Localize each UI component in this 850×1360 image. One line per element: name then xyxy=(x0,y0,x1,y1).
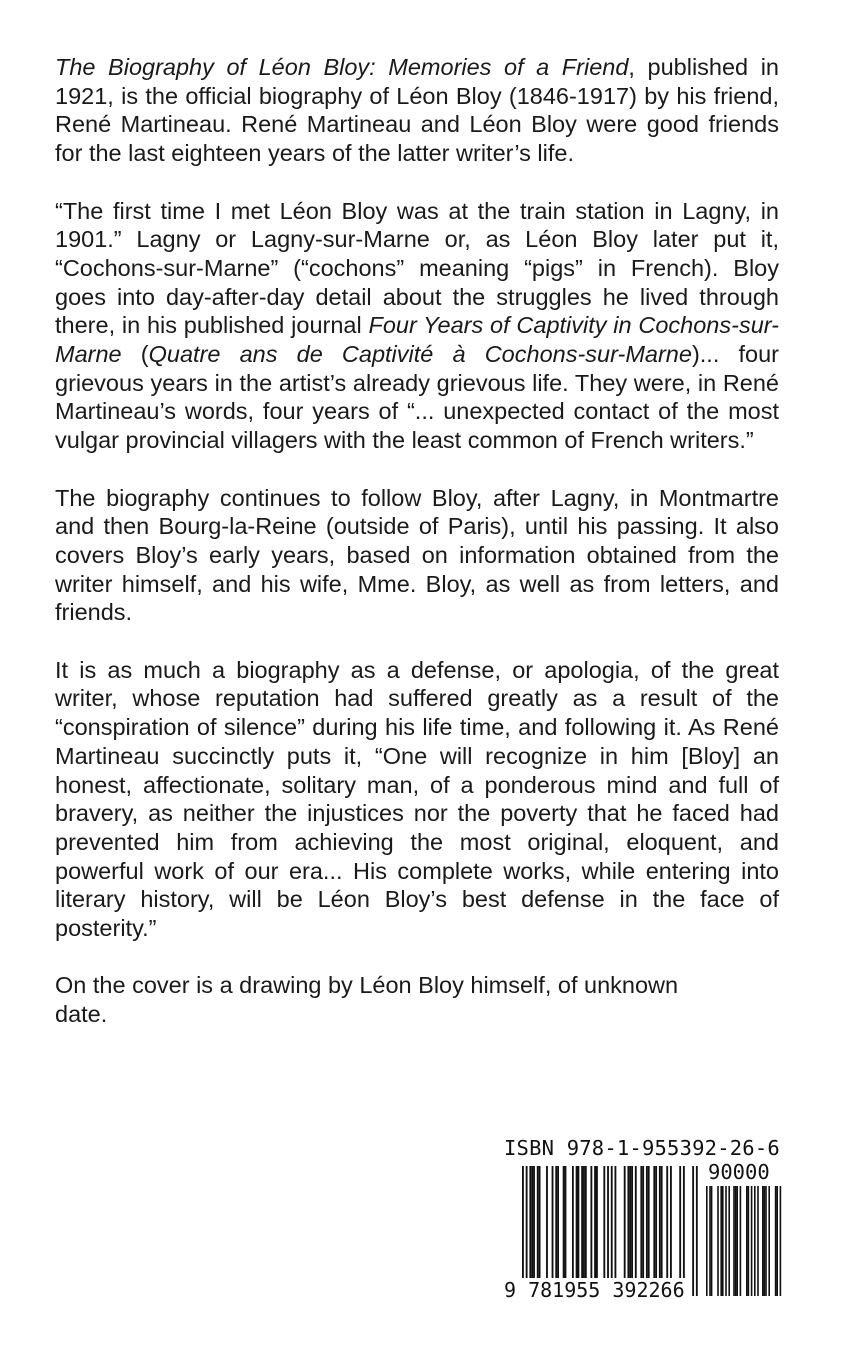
barcode-bar xyxy=(683,1166,685,1282)
barcode-bar xyxy=(642,1166,644,1282)
addon-bar xyxy=(735,1186,737,1296)
paragraph-defense: It is as much a biography as a defense, or apologia, of the great writer, whose reputation had suffered greatly as a result of the “conspiration of silence” during his life time, and following it. As René Martineau succinctly puts it, “One will recognize in him [Bloy] an honest, affectionate, solitary man, of a ponderous mind and full of bravery, as neither the injustices nor the poverty that he faced had prevented him from achieving the most original, eloquent, and powerful work of our era... His complete works, while entering into literary history, will be Léon Bloy’s best defense in the face of posterity.” xyxy=(55,656,779,942)
addon-bar xyxy=(768,1186,770,1296)
addon-bar xyxy=(706,1186,708,1296)
addon-bar xyxy=(754,1186,756,1296)
barcode-bar xyxy=(631,1166,633,1282)
barcode-bar xyxy=(526,1166,528,1296)
addon-bar xyxy=(722,1186,724,1296)
addon-bar xyxy=(757,1186,759,1296)
barcode-bar xyxy=(572,1166,574,1282)
addon-bar xyxy=(751,1186,753,1296)
barcode-bar xyxy=(578,1166,580,1282)
addon-bar xyxy=(765,1186,767,1296)
barcode-bar xyxy=(576,1166,578,1282)
barcode-bar xyxy=(533,1166,535,1282)
barcode-bar xyxy=(696,1166,698,1296)
barcode-bar xyxy=(590,1166,592,1282)
barcode-bar xyxy=(565,1166,567,1282)
barcode-bar xyxy=(563,1166,565,1282)
barcode-bar xyxy=(557,1166,559,1282)
addon-bar xyxy=(780,1186,782,1296)
barcode-bar xyxy=(531,1166,533,1282)
barcode-bar xyxy=(629,1166,631,1282)
addon-bar xyxy=(764,1186,766,1296)
ean-digits: 9 781955 392266 xyxy=(504,1278,685,1302)
barcode-bar xyxy=(581,1166,583,1282)
addon-bar xyxy=(748,1186,750,1296)
addon-bar xyxy=(733,1186,735,1296)
barcode-bar xyxy=(648,1166,650,1282)
addon-bar xyxy=(736,1186,738,1296)
barcode-bar xyxy=(552,1166,554,1282)
back-cover-blurb xyxy=(55,53,779,1029)
barcode-bar xyxy=(635,1166,637,1282)
barcode-bar xyxy=(646,1166,648,1282)
addon-bar xyxy=(720,1186,722,1296)
barcode-bar xyxy=(611,1166,613,1296)
addon-bar xyxy=(740,1186,742,1296)
barcode-bar xyxy=(539,1166,541,1282)
barcode-bar xyxy=(640,1166,642,1282)
barcode-bar xyxy=(603,1166,605,1282)
addon-bar xyxy=(776,1186,778,1296)
journal-title-french: Quatre ans de Captivité à Cochons-sur-Marne xyxy=(148,341,692,368)
addon-bar xyxy=(762,1186,764,1296)
barcode-bar xyxy=(555,1166,557,1282)
barcode-bar xyxy=(679,1166,681,1282)
journal-title-english: Four Years of Captivity in Cochons-sur-Marne xyxy=(55,312,779,368)
barcode-bar xyxy=(522,1166,524,1296)
barcode-bar xyxy=(596,1166,598,1282)
barcode-bar xyxy=(537,1166,539,1282)
price-code: 90000 xyxy=(708,1160,770,1184)
barcode-bar xyxy=(607,1166,609,1296)
addon-bar xyxy=(711,1186,713,1296)
addon-bar xyxy=(725,1186,727,1296)
isbn-barcode xyxy=(504,1136,790,1302)
barcode-bar xyxy=(529,1166,531,1282)
paragraph-intro: The Biography of Léon Bloy: Memories of a Friend, published in 1921, is the official biography of Léon Bloy (1846-1917) by his friend, René Martineau. René Martineau and Léon Bloy were good friends for the last eighteen years of the latter writer’s life. xyxy=(55,54,779,167)
barcode-bar xyxy=(653,1166,655,1282)
paragraph-later-years: The biography continues to follow Bloy, after Lagny, in Montmartre and then Bourg-la-Reine (outside of Paris), until his passing. It also covers Bloy’s early years, based on information obtained from the writer himself, and his wife, Mme. Bloy, as well as from letters, and friends. xyxy=(55,484,779,626)
barcode-bar xyxy=(655,1166,657,1282)
paragraph-cover-note: On the cover is a drawing by Léon Bloy himself, of unknown date. xyxy=(55,972,679,1028)
barcode-bar xyxy=(615,1166,617,1282)
barcode-bar xyxy=(692,1166,694,1296)
barcode-bar xyxy=(546,1166,548,1282)
barcode-bar xyxy=(627,1166,629,1282)
barcode-bar xyxy=(624,1166,626,1282)
addon-bar xyxy=(746,1186,748,1296)
paragraph-lagny: “The first time I met Léon Bloy was at the train station in Lagny, in 1901.” Lagny or Lagny-sur-Marne or, as Léon Bloy later put it, “Cochons-sur-Marne” (“cochons” meaning “pigs” in French). Bloy goes into day-after-day detail about the struggles he lived through there, in his published journal Four Years of Captivity in Cochons-sur-Marne (Quatre ans de Captivité à Cochons-sur-Marne)... four grievous years in the artist’s already grievous life. They were, in René Martineau’s words, four years of “... unexpected contact of the most vulgar provincial villagers with the least common of French writers.” xyxy=(55,197,780,454)
barcode-bar xyxy=(659,1166,661,1282)
barcode-bar xyxy=(666,1166,668,1282)
barcode-bar xyxy=(585,1166,587,1282)
book-title: The Biography of Léon Bloy: Memories of a Friend xyxy=(55,54,629,80)
isbn-label: ISBN 978-1-955392-26-6 xyxy=(504,1136,780,1160)
addon-bar xyxy=(717,1186,719,1296)
barcode-bar xyxy=(661,1166,663,1282)
barcode-bar xyxy=(594,1166,596,1282)
barcode-bar xyxy=(583,1166,585,1282)
addon-bar xyxy=(728,1186,730,1296)
barcode-bar xyxy=(670,1166,672,1282)
addon-bar xyxy=(709,1186,711,1296)
addon-bar xyxy=(775,1186,777,1296)
